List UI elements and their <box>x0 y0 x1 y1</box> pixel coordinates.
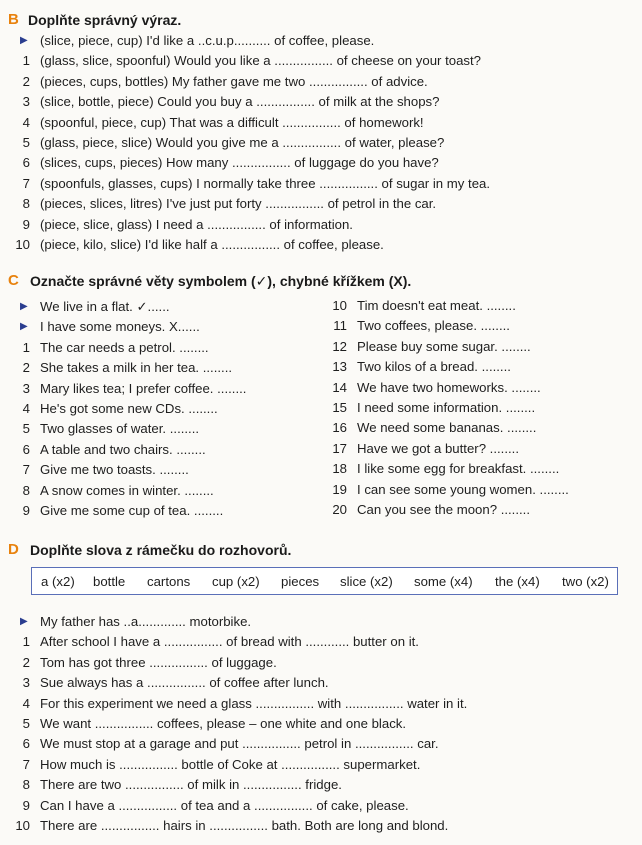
word-box-item: bottle <box>93 574 126 589</box>
section-b-letter: B <box>8 11 19 28</box>
item-text: She takes a milk in her tea. ........ <box>40 360 233 376</box>
item-text: Give me two toasts. ........ <box>40 462 189 478</box>
item-number: 10 <box>15 818 30 833</box>
item-text: (spoonful, piece, cup) That was a difficult ................ of homework! <box>40 114 424 130</box>
item-number: 1 <box>22 634 30 650</box>
word-box-item: cartons <box>147 574 191 589</box>
item-text: We need some bananas. ........ <box>357 420 537 436</box>
item-text: (slice, bottle, piece) Could you buy a ................ of milk at the shops? <box>40 94 440 110</box>
item-text: Can I have a ................ of tea and a ................ of cake, please. <box>40 797 409 813</box>
item-number: 4 <box>22 401 30 416</box>
item-number: 5 <box>22 716 30 731</box>
item-number: 1 <box>22 53 30 69</box>
word-box-item: slice (x2) <box>340 574 393 589</box>
word-box-item: the (x4) <box>495 574 540 589</box>
word-box-item: cup (x2) <box>212 574 260 589</box>
item-text: (slice, piece, cup) I'd like a ..c.u.p.......... of coffee, please. <box>40 33 375 48</box>
item-number: 6 <box>22 441 30 457</box>
item-number: 9 <box>22 216 30 232</box>
item-text: There are ................ hairs in ................ bath. Both are long and blond. <box>40 818 449 833</box>
item-number: 17 <box>332 440 347 456</box>
item-number: 6 <box>22 736 30 752</box>
item-number: 5 <box>22 421 30 437</box>
item-text: After school I have a ................ of bread with ............ butter on it. <box>40 634 419 650</box>
word-box-item: pieces <box>281 574 320 589</box>
example-arrow-icon: ▶ <box>20 321 28 333</box>
item-number: 10 <box>332 298 347 313</box>
item-text: I need some information. ........ <box>357 400 536 415</box>
item-number: 8 <box>22 777 30 793</box>
item-text: We want ................ coffees, please – one white and one black. <box>40 716 407 731</box>
item-text: We must stop at a garage and put ................ petrol in ................ car. <box>40 736 439 752</box>
item-number: 11 <box>333 318 347 334</box>
item-number: 13 <box>332 359 347 375</box>
section-d-title: Doplňte slova z rámečku do rozhovorů. <box>30 542 292 558</box>
item-number: 12 <box>332 338 347 354</box>
item-number: 2 <box>22 654 30 670</box>
item-number: 9 <box>22 503 30 518</box>
word-box-item: two (x2) <box>562 574 609 589</box>
item-text: Mary likes tea; I prefer coffee. ........ <box>40 380 247 396</box>
item-text: (pieces, cups, bottles) My father gave me two ................ of advice. <box>40 73 428 89</box>
item-number: 9 <box>22 797 30 813</box>
item-text: I can see some young women. ........ <box>357 481 569 497</box>
item-text: We live in a flat. ✓...... <box>40 299 170 314</box>
item-text: (glass, slice, spoonful) Would you like a ................ of cheese on your toast? <box>40 53 482 69</box>
item-text: We have two homeworks. ........ <box>357 379 541 395</box>
item-text: Have we got a butter? ........ <box>357 440 519 456</box>
item-number: 10 <box>15 237 30 252</box>
item-text: A snow comes in winter. ........ <box>40 482 214 498</box>
item-text: Two kilos of a bread. ........ <box>357 359 511 375</box>
word-box-item: some (x4) <box>414 574 473 589</box>
item-number: 2 <box>22 73 30 89</box>
item-text: Tim doesn't eat meat. ........ <box>357 298 516 313</box>
item-text: For this experiment we need a glass ................ with ................ water in it. <box>40 695 468 711</box>
item-number: 7 <box>22 175 30 191</box>
example-arrow-icon: ▶ <box>20 616 28 627</box>
item-number: 1 <box>22 339 30 355</box>
item-number: 18 <box>332 461 347 477</box>
item-number: 7 <box>22 756 30 772</box>
item-text: (piece, kilo, slice) I'd like half a ................ of coffee, please. <box>40 237 384 252</box>
item-text: Tom has got three ................ of luggage. <box>40 654 277 670</box>
item-text: (pieces, slices, litres) I've just put forty ................ of petrol in the car. <box>40 196 437 212</box>
item-number: 8 <box>22 482 30 498</box>
item-number: 3 <box>22 380 30 396</box>
word-box-item: a (x2) <box>41 574 75 589</box>
item-text: I have some moneys. X...... <box>40 319 200 335</box>
item-number: 3 <box>22 94 30 110</box>
item-text: A table and two chairs. ........ <box>40 441 206 457</box>
item-number: 7 <box>22 462 30 478</box>
item-text: (glass, piece, slice) Would you give me a ................ of water, please? <box>40 135 445 150</box>
section-d-letter: D <box>8 541 19 558</box>
item-text: My father has ..a............. motorbike. <box>40 614 252 629</box>
item-number: 4 <box>22 695 30 711</box>
item-number: 3 <box>22 675 30 691</box>
item-text: Sue always has a ................ of coffee after lunch. <box>40 675 329 691</box>
item-number: 5 <box>22 135 30 150</box>
item-text: Please buy some sugar. ........ <box>357 338 531 354</box>
item-number: 8 <box>22 196 30 212</box>
item-number: 14 <box>332 379 347 395</box>
item-text: How much is ................ bottle of Coke at ................ supermarket. <box>40 756 421 772</box>
item-text: (spoonfuls, glasses, cups) I normally take three ................ of sugar in my tea. <box>40 175 491 191</box>
item-text: (piece, slice, glass) I need a ................ of information. <box>40 216 353 232</box>
item-number: 6 <box>22 155 30 171</box>
item-text: He's got some new CDs. ........ <box>40 401 218 416</box>
example-arrow-icon: ▶ <box>20 35 28 46</box>
item-text: I like some egg for breakfast. ........ <box>357 461 560 477</box>
item-number: 15 <box>332 400 347 415</box>
item-number: 2 <box>22 360 30 376</box>
item-number: 19 <box>332 481 347 497</box>
item-text: Can you see the moon? ........ <box>357 502 531 517</box>
item-text: Two coffees, please. ........ <box>357 318 510 334</box>
section-b-title: Doplňte správný výraz. <box>28 12 182 28</box>
word-box <box>31 567 618 595</box>
example-arrow-icon: ▶ <box>20 301 28 312</box>
item-text: (slices, cups, pieces) How many ................ of luggage do you have? <box>40 155 439 171</box>
item-number: 20 <box>332 502 347 517</box>
item-number: 4 <box>22 114 30 130</box>
item-text: Two glasses of water. ........ <box>40 421 200 437</box>
item-text: There are two ................ of milk in ................ fridge. <box>40 777 342 793</box>
section-c-letter: C <box>8 272 19 289</box>
item-text: The car needs a petrol. ........ <box>40 339 209 355</box>
item-text: Give me some cup of tea. ........ <box>40 503 224 518</box>
section-c-title: Označte správné věty symbolem (✓), chybné křížkem (X). <box>30 273 412 289</box>
item-number: 16 <box>332 420 347 436</box>
